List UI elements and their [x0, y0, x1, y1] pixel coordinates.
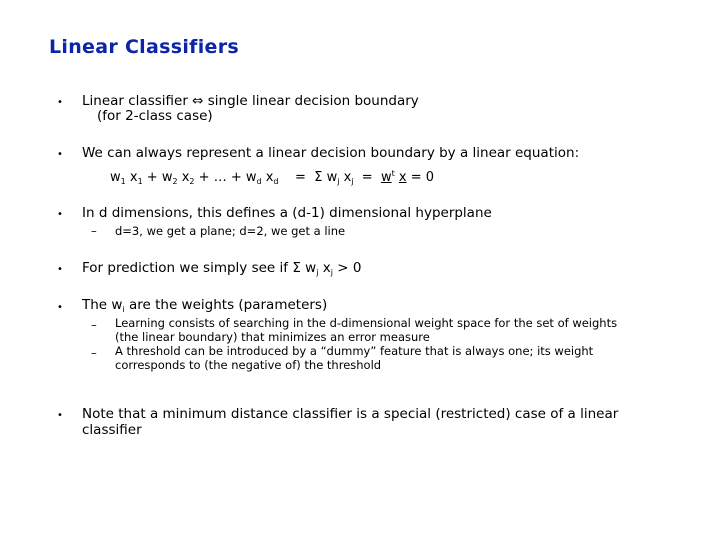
dash-marker: – — [91, 224, 97, 238]
bullet-6-continuation: classifier — [82, 422, 142, 438]
bullet-marker: • — [57, 264, 63, 275]
bullet-5-subitem-1-line-1: Learning consists of searching in the d-dimensional weight space for the set of weights — [115, 316, 618, 330]
bullet-1-text: Linear classifier ⇔ single linear decision boundary — [82, 93, 419, 109]
bullet-6-text: Note that a minimum distance classifier is a special (restricted) case of a linear — [82, 406, 619, 422]
bullet-3-subitem: d=3, we get a plane; d=2, we get a line — [115, 224, 346, 238]
bullet-marker: • — [57, 410, 63, 421]
dash-marker: – — [91, 318, 97, 332]
bullet-marker: • — [57, 209, 63, 220]
bullet-marker: • — [57, 97, 63, 108]
linear-equation: $w_1$ $x_1 + w_2$ $x_2$ + … + $w_d$ $x_d$ = Σ $w_j$ $x_j = w^t$ x = 0 — [110, 169, 435, 186]
bullet-2-text: We can always represent a linear decision boundary by a linear equation: — [82, 145, 580, 161]
dash-marker: – — [91, 346, 97, 360]
page-title: Linear Classifiers — [49, 36, 239, 58]
bullet-5-subitem-1-line-2: (the linear boundary) that minimizes an error measure — [115, 330, 430, 344]
bullet-5-subitem-2-line-1: A threshold can be introduced by a “dummy” feature that is always one; its weight — [115, 344, 594, 358]
eq-w1: w — [110, 170, 121, 185]
bullet-marker: • — [57, 302, 63, 313]
bullet-5-text: The $w_i$ are the weights (parameters) — [82, 297, 328, 314]
bullet-5-subitem-2-line-2: corresponds to (the negative of) the threshold — [115, 358, 382, 372]
bullet-4-text: For prediction we simply see if Σ $w_j$ $x_j > 0$ — [82, 260, 362, 277]
bullet-marker: • — [57, 149, 63, 160]
bullet-1-continuation: (for 2-class case) — [97, 108, 213, 124]
bullet-3-text: In d dimensions, this defines a (d-1) dimensional hyperplane — [82, 205, 492, 221]
